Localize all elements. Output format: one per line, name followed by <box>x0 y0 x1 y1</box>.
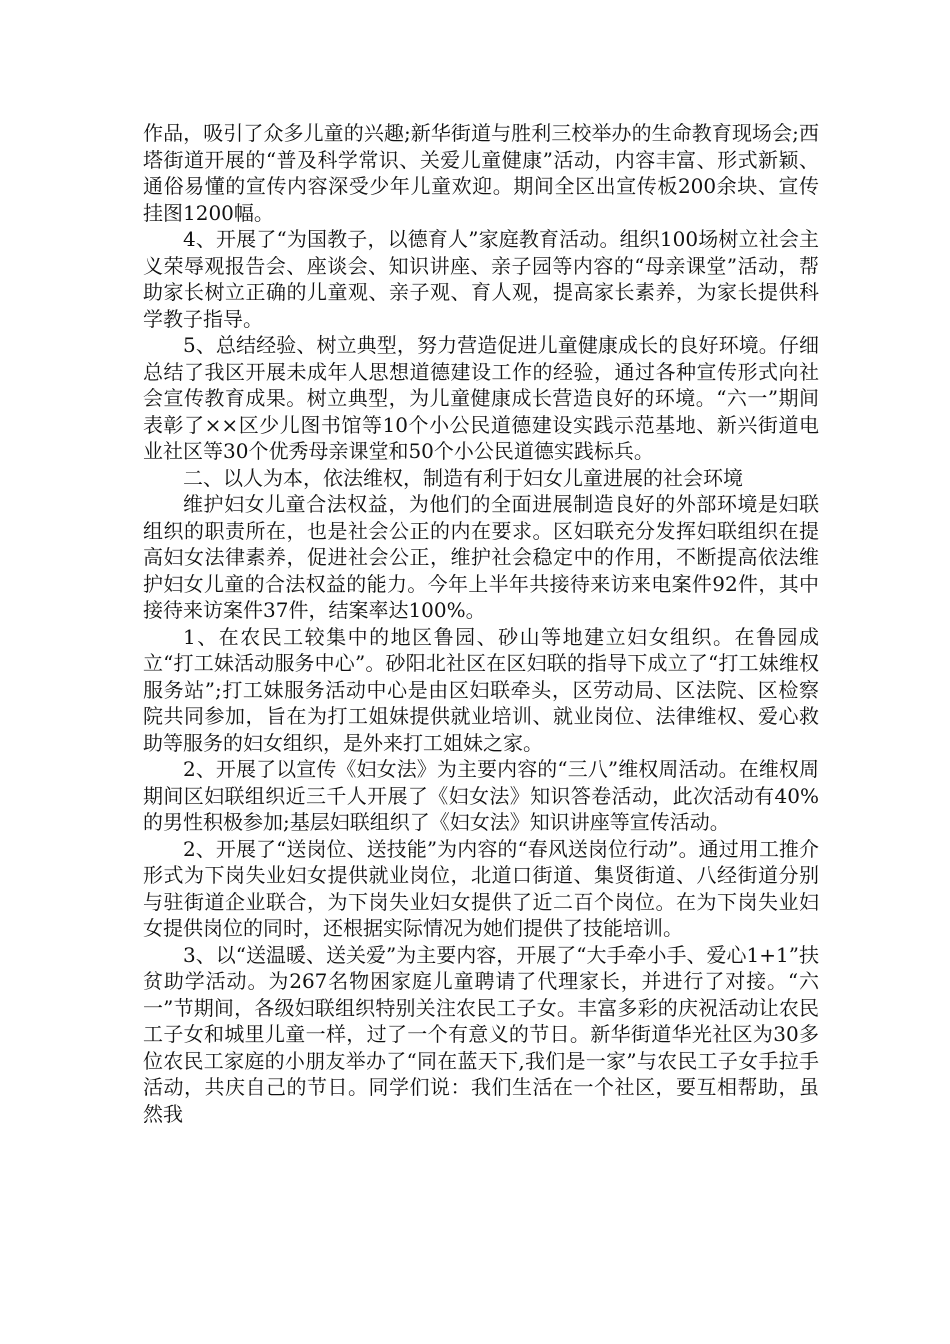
document-body <box>143 120 819 1127</box>
paragraph-item-5-summary: 5、总结经验、树立典型，努力营造促进儿童健康成长的良好环境。仔细总结了我区开展未成年人思想道德建设工作的经验，通过各种宣传形式向社会宣传教育成果。树立典型，为儿童健康成长营造良好的环境。“六一”期间表彰了××区少儿图书馆等10个小公民道德建设实践示范基地、新兴街道电业社区等30个优秀母亲课堂和50个小公民道德实践标兵。 <box>143 333 819 463</box>
paragraph-continuation: 作品，吸引了众多儿童的兴趣;新华街道与胜利三校举办的生命教育现场会;西塔街道开展的“普及科学常识、关爱儿童健康”活动，内容丰富、形式新颖、通俗易懂的宣传内容深受少年儿童欢迎。期间全区出宣传板200余块、宣传挂图1200幅。 <box>143 121 819 225</box>
paragraph-rights-protection: 维护妇女儿童合法权益，为他们的全面进展制造良好的外部环境是妇联组织的职责所在，也是社会公正的内在要求。区妇联充分发挥妇联组织在提高妇女法律素养，促进社会公正，维护社会稳定中的作用，不断提高依法维护妇女儿童的合法权益的能力。今年上半年共接待来访来电案件92件，其中接待来访案件37件，结案率达100%。 <box>143 492 819 622</box>
paragraph-item-4-family-education: 4、开展了“为国教子，以德育人”家庭教育活动。组织100场树立社会主义荣辱观报告会、座谈会、知识讲座、亲子园等内容的“母亲课堂”活动，帮助家长树立正确的儿童观、亲子观、育人观，提高家长素养，为家长提供科学教子指导。 <box>143 227 819 331</box>
section-heading-2: 二、以人为本，依法维权，制造有利于妇女儿童进展的社会环境 <box>183 465 743 490</box>
paragraph-item-1-migrant-workers: 1、在农民工较集中的地区鲁园、砂山等地建立妇女组织。在鲁园成立“打工妹活动服务中心”。砂阳北社区在区妇联的指导下成立了“打工妹维权服务站”;打工妹服务活动中心是由区妇联牵头，区劳动局、区法院、区检察院共同参加，旨在为打工姐妹提供就业培训、就业岗位、法律维权、爱心救助等服务的妇女组织，是外来打工姐妹之家。 <box>143 624 819 755</box>
paragraph-item-2-womens-law: 2、开展了以宣传《妇女法》为主要内容的“三八”维权周活动。在维权周期间区妇联组织近三千人开展了《妇女法》知识答卷活动，此次活动有40%的男性积极参加;基层妇联组织了《妇女法》知识讲座等宣传活动。 <box>143 757 819 834</box>
paragraph-item-3-poverty-aid: 3、以“送温暖、送关爱”为主要内容，开展了“大手牵小手、爱心1+1”扶贫助学活动。为267名物困家庭儿童聘请了代理家长，并进行了对接。“六一”节期间，各级妇联组织特别关注农民工子女。丰富多彩的庆祝活动让农民工子女和城里儿童一样，过了一个有意义的节日。新华街道华光社区为30多位农民工家庭的小朋友举办了“同在蓝天下,我们是一家”与农民工子女手拉手活动，共庆自己的节日。同学们说：我们生活在一个社区，要互相帮助，虽然我 <box>143 942 819 1126</box>
paragraph-item-2-jobs: 2、开展了“送岗位、送技能”为内容的“春风送岗位行动”。通过用工推介形式为下岗失业妇女提供就业岗位，北道口街道、集贤街道、八经街道分别与驻街道企业联合，为下岗失业妇女提供了近二百个岗位。在为下岗失业妇女提供岗位的同时，还根据实际情况为她们提供了技能培训。 <box>143 836 819 940</box>
